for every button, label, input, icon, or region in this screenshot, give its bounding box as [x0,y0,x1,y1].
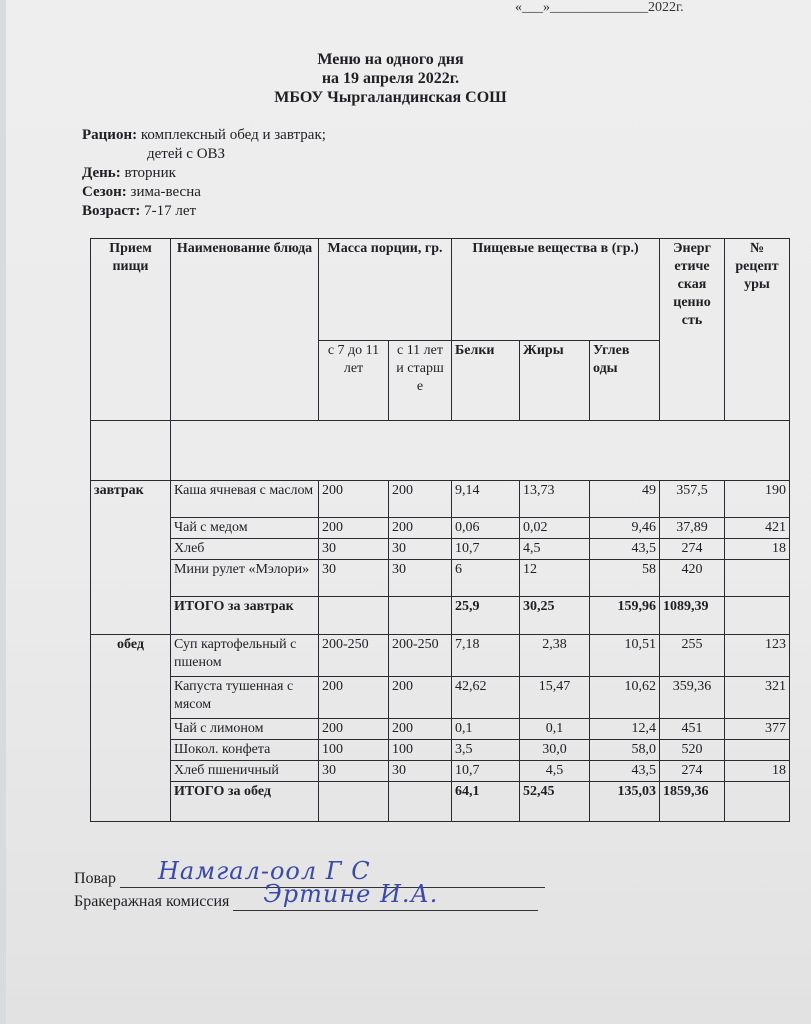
protein-cell: 0,06 [452,518,520,539]
mass-cell: 200 [389,518,452,539]
energy-cell: 359,36 [660,677,725,719]
energy-cell: 37,89 [660,518,725,539]
header-meal: Прием пищи [91,239,171,421]
fat-cell: 0,1 [520,719,590,740]
mass-cell: 200 [319,481,389,518]
total-row-breakfast [91,597,790,635]
carbs-cell: 58,0 [590,740,660,761]
recipe-cell: 123 [725,635,790,677]
header-nutrients: Пищевые вещества в (гр.) [452,239,660,341]
fat-cell: 13,73 [520,481,590,518]
header-fat: Жиры [520,341,590,421]
recipe-cell: 18 [725,761,790,782]
total-protein: 64,1 [452,782,520,822]
header-carbs: Углев оды [590,341,660,421]
commission-signature-line [74,880,538,911]
protein-cell: 3,5 [452,740,520,761]
protein-cell: 10,7 [452,761,520,782]
carbs-cell: 10,62 [590,677,660,719]
dish-cell: Мини рулет «Мэлори» [171,560,319,597]
mass-cell: 200 [389,677,452,719]
fat-cell: 15,47 [520,677,590,719]
recipe-cell [725,560,790,597]
dish-cell: Каша ячневая с маслом [171,481,319,518]
total-energy: 1089,39 [660,597,725,635]
total-row-lunch [91,782,790,822]
day-value: вторник [124,165,176,181]
recipe-cell: 421 [725,518,790,539]
table-row [91,719,790,740]
mass-cell: 30 [319,560,389,597]
recipe-cell [725,740,790,761]
fat-cell: 4,5 [520,539,590,560]
mass-cell: 30 [389,761,452,782]
age-label: Возраст: [82,203,141,219]
empty-cell [319,782,389,822]
table-row [91,481,790,518]
day-label: День: [82,165,121,181]
fat-cell: 4,5 [520,761,590,782]
table-header-row [91,239,790,341]
mass-cell: 200 [389,481,452,518]
empty-cell [725,782,790,822]
meal-breakfast-label: завтрак [91,481,171,635]
mass-cell: 200 [319,677,389,719]
header-date-line [515,0,684,16]
protein-cell: 7,18 [452,635,520,677]
meal-lunch-label: обед [91,635,171,822]
ration-value-2: детей с ОВЗ [147,146,226,162]
table-row [91,761,790,782]
total-protein: 25,9 [452,597,520,635]
mass-cell: 30 [319,761,389,782]
empty-cell [389,597,452,635]
mass-cell: 200 [389,719,452,740]
carbs-cell: 43,5 [590,539,660,560]
table-empty-row [91,421,790,481]
menu-table [90,238,790,822]
mass-cell: 200-250 [319,635,389,677]
dish-cell: Капуста тушенная с мясом [171,677,319,719]
age-value: 7-17 лет [144,203,197,219]
total-label: ИТОГО за обед [171,782,319,822]
mass-cell: 200 [319,719,389,740]
carbs-cell: 12,4 [590,719,660,740]
total-carbs: 135,03 [590,782,660,822]
energy-cell: 420 [660,560,725,597]
energy-cell: 357,5 [660,481,725,518]
header-energy: Энерг етиче ская ценно сть [660,239,725,421]
dish-cell: Суп картофельный с пшеном [171,635,319,677]
table-row [91,677,790,719]
cook-signature: Намгал-оол Г С [158,857,371,885]
recipe-cell: 190 [725,481,790,518]
table-row [91,560,790,597]
table-row [91,518,790,539]
header-dish: Наименование блюда [171,239,319,421]
document-title [0,50,811,107]
recipe-cell: 377 [725,719,790,740]
energy-cell: 520 [660,740,725,761]
table-row [91,635,790,677]
season-value: зима-весна [130,184,201,200]
protein-cell: 6 [452,560,520,597]
commission-signature-field [233,880,538,911]
total-fat: 30,25 [520,597,590,635]
empty-cell [171,421,790,481]
protein-cell: 9,14 [452,481,520,518]
carbs-cell: 9,46 [590,518,660,539]
total-fat: 52,45 [520,782,590,822]
menu-info [82,126,326,221]
total-label: ИТОГО за завтрак [171,597,319,635]
empty-cell [319,597,389,635]
empty-cell [389,782,452,822]
header-mass-7-11: с 7 до 11 лет [319,341,389,421]
dish-cell: Хлеб пшеничный [171,761,319,782]
energy-cell: 451 [660,719,725,740]
fat-cell: 30,0 [520,740,590,761]
energy-cell: 274 [660,539,725,560]
season-label: Сезон: [82,184,127,200]
fat-cell: 12 [520,560,590,597]
mass-cell: 100 [389,740,452,761]
header-mass-11: с 11 лет и старш е [389,341,452,421]
total-energy: 1859,36 [660,782,725,822]
protein-cell: 0,1 [452,719,520,740]
ration-value: комплексный обед и завтрак; [140,127,326,143]
header-mass: Масса порции, гр. [319,239,452,341]
commission-label: Бракеражная комиссия [74,893,230,910]
carbs-cell: 10,51 [590,635,660,677]
mass-cell: 200 [319,518,389,539]
title-line-3: МБОУ Чыргаландинская СОШ [274,89,507,106]
dish-cell: Чай с медом [171,518,319,539]
recipe-cell: 321 [725,677,790,719]
dish-cell: Шокол. конфета [171,740,319,761]
header-recipe: № рецепт уры [725,239,790,421]
table-row [91,539,790,560]
fat-cell: 0,02 [520,518,590,539]
fat-cell: 2,38 [520,635,590,677]
carbs-cell: 58 [590,560,660,597]
title-line-2: на 19 апреля 2022г. [321,70,460,87]
protein-cell: 10,7 [452,539,520,560]
title-line-1: Меню на одного дня [317,51,464,68]
carbs-cell: 43,5 [590,761,660,782]
table-row [91,740,790,761]
mass-cell: 30 [389,539,452,560]
ration-label: Рацион: [82,127,138,143]
energy-cell: 274 [660,761,725,782]
header-protein: Белки [452,341,520,421]
empty-cell [91,421,171,481]
mass-cell: 100 [319,740,389,761]
empty-cell [725,597,790,635]
dish-cell: Чай с лимоном [171,719,319,740]
mass-cell: 30 [319,539,389,560]
cook-label: Повар [74,870,116,887]
commission-signature: Эртине И.А. [263,880,439,908]
protein-cell: 42,62 [452,677,520,719]
energy-cell: 255 [660,635,725,677]
mass-cell: 30 [389,560,452,597]
dish-cell: Хлеб [171,539,319,560]
total-carbs: 159,96 [590,597,660,635]
mass-cell: 200-250 [389,635,452,677]
recipe-cell: 18 [725,539,790,560]
carbs-cell: 49 [590,481,660,518]
header-date-fragment: «___»______________2022г. [515,0,684,15]
